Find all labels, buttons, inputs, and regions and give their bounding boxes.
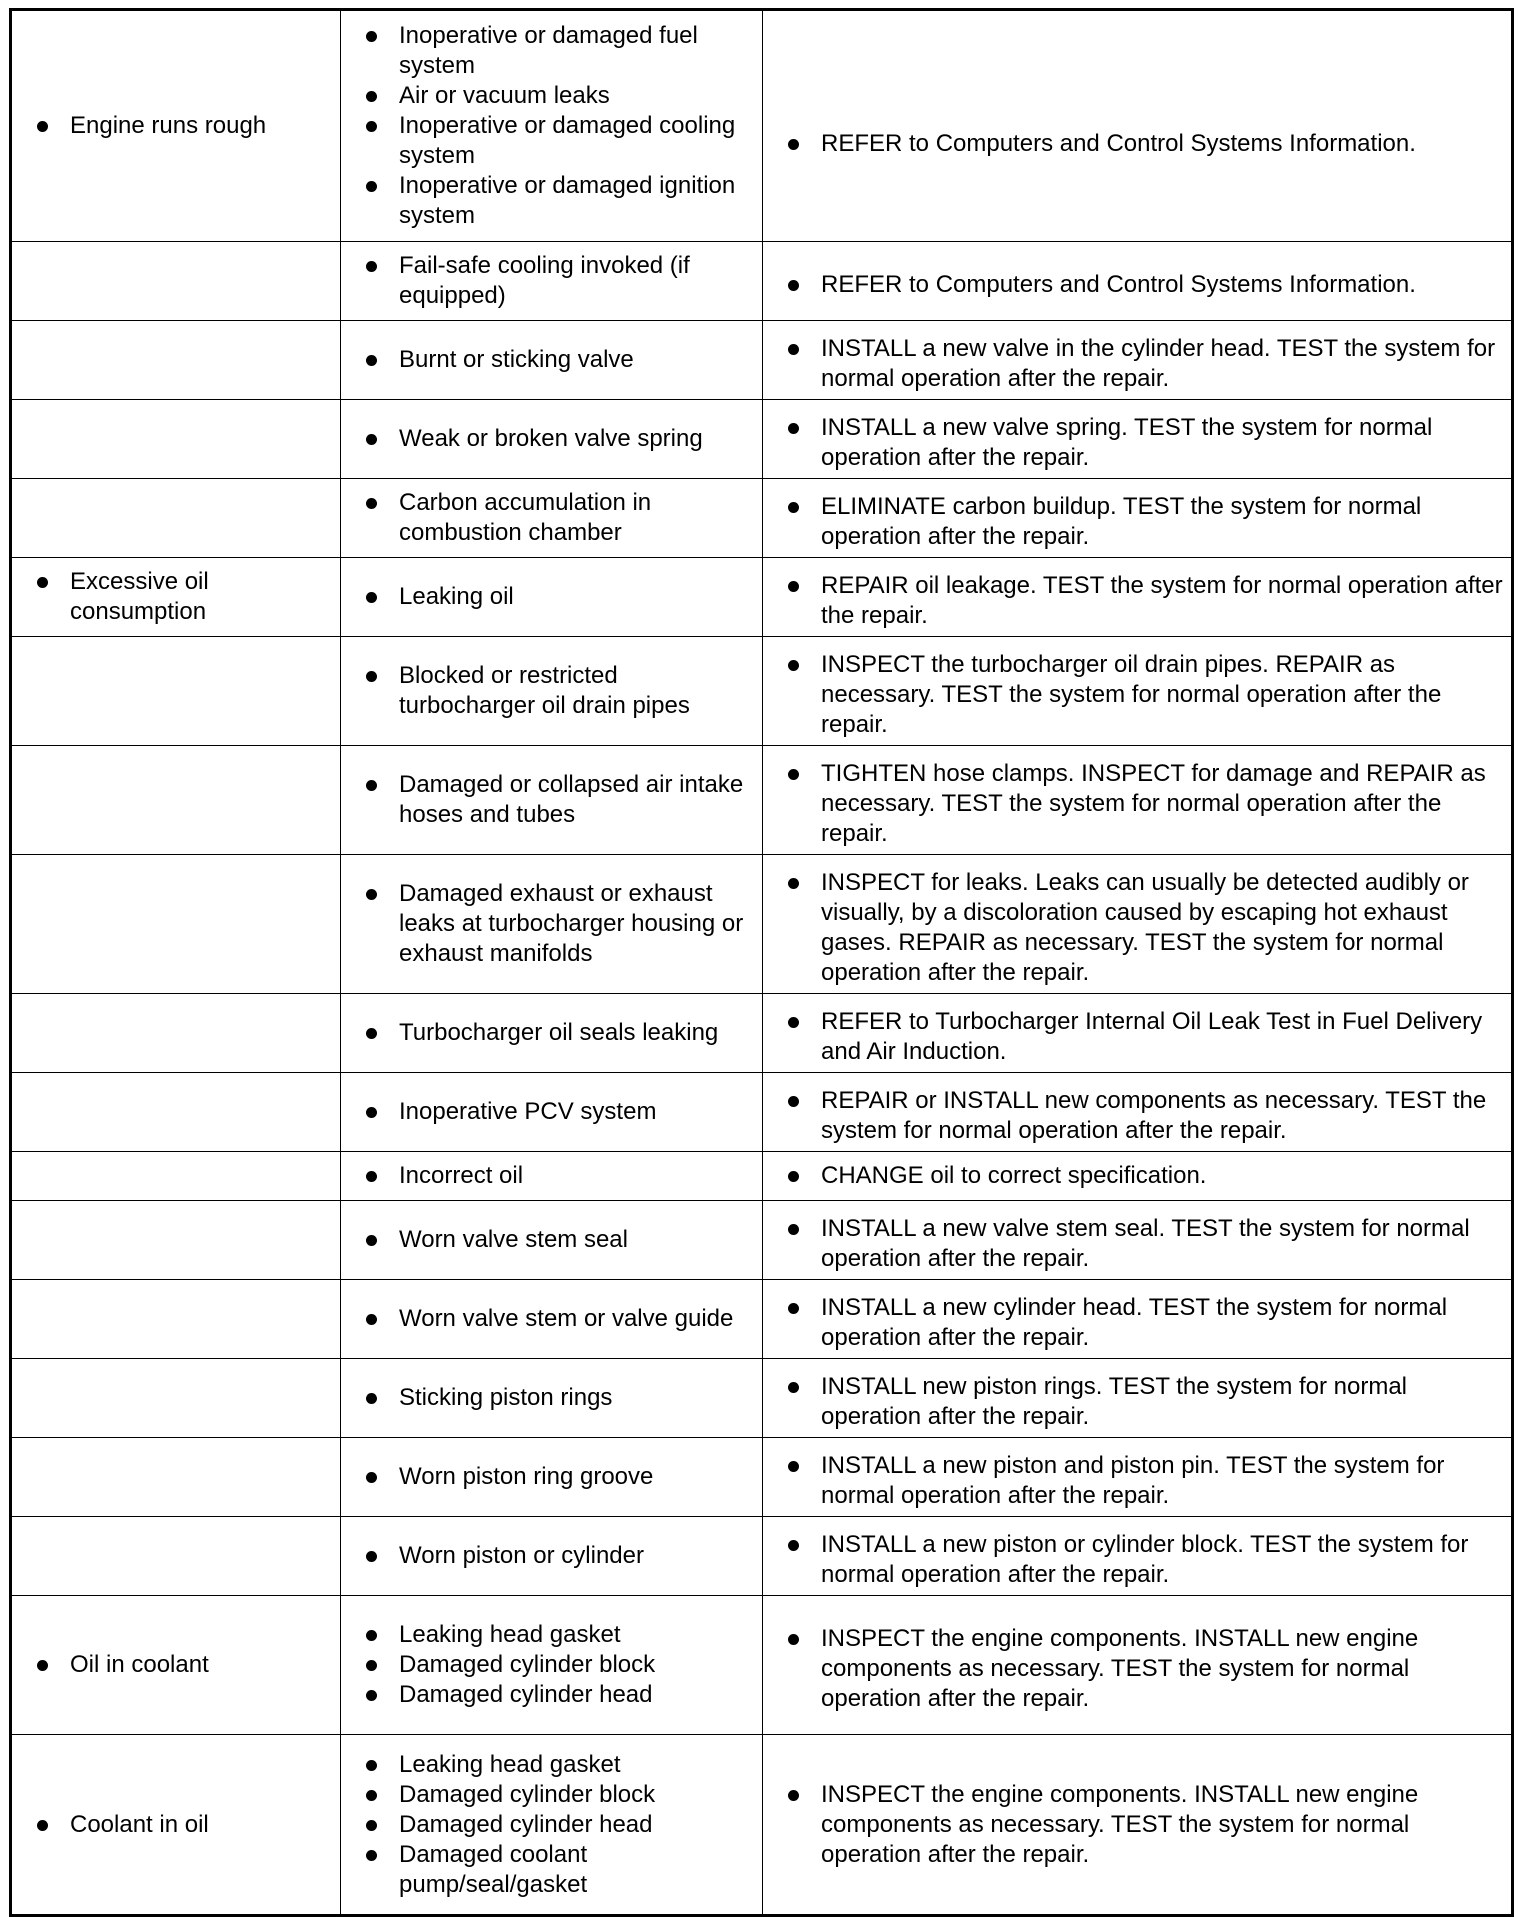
condition-cell [11, 242, 341, 321]
bullet-item: Leaking head gasket [341, 1620, 756, 1650]
action-list [763, 270, 1505, 300]
bullet-item: Inoperative or damaged fuel system [341, 21, 756, 81]
cause-cell [341, 558, 763, 637]
bullet-item: Damaged exhaust or exhaust leaks at turbocharger housing or exhaust manifolds [341, 879, 756, 969]
action-cell [763, 1438, 1513, 1517]
condition-cell [11, 1280, 341, 1359]
action-list [763, 1007, 1505, 1067]
bullet-item: Oil in coolant [12, 1650, 334, 1680]
cause-cell [341, 1359, 763, 1438]
cause-cell [341, 1152, 763, 1201]
action-cell [763, 746, 1513, 855]
condition-list [12, 111, 334, 141]
bullet-item: Damaged or collapsed air intake hoses and tubes [341, 770, 756, 830]
bullet-item: Incorrect oil [341, 1161, 756, 1191]
action-cell [763, 637, 1513, 746]
cause-cell [341, 242, 763, 321]
action-list [763, 129, 1505, 159]
cause-list [341, 582, 756, 612]
condition-cell [11, 1201, 341, 1280]
action-list [763, 1530, 1505, 1590]
action-cell [763, 1359, 1513, 1438]
bullet-item: INSPECT the engine components. INSTALL new engine components as necessary. TEST the system for normal operation after the repair. [763, 1780, 1505, 1870]
action-list [763, 1214, 1505, 1274]
cause-cell [341, 10, 763, 242]
bullet-item: Coolant in oil [12, 1810, 334, 1840]
cause-list [341, 1225, 756, 1255]
action-list [763, 650, 1505, 740]
table-row [11, 1201, 1513, 1280]
bullet-item: Damaged coolant pump/seal/gasket [341, 1840, 756, 1900]
condition-list [12, 567, 334, 627]
cause-cell [341, 1280, 763, 1359]
cause-list [341, 21, 756, 231]
cause-list [341, 1462, 756, 1492]
condition-list [12, 1810, 334, 1840]
action-cell [763, 994, 1513, 1073]
bullet-item: INSTALL a new piston and piston pin. TEST the system for normal operation after the repair. [763, 1451, 1505, 1511]
bullet-item: Sticking piston rings [341, 1383, 756, 1413]
bullet-item: Worn valve stem or valve guide [341, 1304, 756, 1334]
bullet-item: INSTALL new piston rings. TEST the system for normal operation after the repair. [763, 1372, 1505, 1432]
condition-cell [11, 1735, 341, 1916]
bullet-item: Leaking head gasket [341, 1750, 756, 1780]
table-row [11, 1152, 1513, 1201]
cause-cell [341, 994, 763, 1073]
table-row [11, 637, 1513, 746]
action-list [763, 759, 1505, 849]
action-cell [763, 1280, 1513, 1359]
action-cell [763, 1735, 1513, 1916]
cause-cell [341, 1201, 763, 1280]
cause-cell [341, 1517, 763, 1596]
action-cell [763, 1517, 1513, 1596]
cause-list [341, 1750, 756, 1900]
action-list [763, 571, 1505, 631]
cause-list [341, 1018, 756, 1048]
bullet-item: REFER to Computers and Control Systems Information. [763, 129, 1505, 159]
action-list [763, 1624, 1505, 1714]
condition-cell [11, 1596, 341, 1735]
table-row [11, 479, 1513, 558]
action-cell [763, 1152, 1513, 1201]
bullet-item: REPAIR oil leakage. TEST the system for normal operation after the repair. [763, 571, 1505, 631]
cause-list [341, 1383, 756, 1413]
cause-list [341, 251, 756, 311]
bullet-item: Worn valve stem seal [341, 1225, 756, 1255]
bullet-item: Worn piston ring groove [341, 1462, 756, 1492]
action-cell [763, 855, 1513, 994]
table-row [11, 558, 1513, 637]
bullet-item: Leaking oil [341, 582, 756, 612]
table-row [11, 321, 1513, 400]
cause-list [341, 488, 756, 548]
cause-cell [341, 1438, 763, 1517]
cause-cell [341, 1073, 763, 1152]
cause-cell [341, 1596, 763, 1735]
table-row [11, 10, 1513, 242]
cause-cell [341, 746, 763, 855]
action-list [763, 413, 1505, 473]
condition-cell [11, 994, 341, 1073]
action-cell [763, 1201, 1513, 1280]
table-row [11, 994, 1513, 1073]
bullet-item: Inoperative or damaged ignition system [341, 171, 756, 231]
action-list [763, 492, 1505, 552]
cause-cell [341, 479, 763, 558]
bullet-item: REFER to Turbocharger Internal Oil Leak Test in Fuel Delivery and Air Induction. [763, 1007, 1505, 1067]
bullet-item: INSTALL a new valve in the cylinder head. TEST the system for normal operation after the repair. [763, 334, 1505, 394]
action-cell [763, 242, 1513, 321]
condition-cell [11, 1073, 341, 1152]
cause-list [341, 424, 756, 454]
bullet-item: INSTALL a new valve spring. TEST the system for normal operation after the repair. [763, 413, 1505, 473]
cause-list [341, 1097, 756, 1127]
action-cell [763, 10, 1513, 242]
bullet-item: Blocked or restricted turbocharger oil drain pipes [341, 661, 756, 721]
bullet-item: ELIMINATE carbon buildup. TEST the system for normal operation after the repair. [763, 492, 1505, 552]
condition-cell [11, 637, 341, 746]
action-cell [763, 400, 1513, 479]
condition-cell [11, 1359, 341, 1438]
table-row [11, 1073, 1513, 1152]
bullet-item: Damaged cylinder block [341, 1650, 756, 1680]
action-list [763, 1372, 1505, 1432]
action-list [763, 334, 1505, 394]
bullet-item: Damaged cylinder head [341, 1810, 756, 1840]
condition-cell [11, 10, 341, 242]
diagnosis-table [9, 8, 1514, 1917]
condition-cell [11, 1152, 341, 1201]
bullet-item: INSPECT the engine components. INSTALL new engine components as necessary. TEST the system for normal operation after the repair. [763, 1624, 1505, 1714]
bullet-item: INSPECT for leaks. Leaks can usually be detected audibly or visually, by a discoloration caused by escaping hot exhaust gases. REPAIR as necessary. TEST the system for normal operation after the repair. [763, 868, 1505, 988]
cause-list [341, 879, 756, 969]
bullet-item: INSTALL a new cylinder head. TEST the system for normal operation after the repair. [763, 1293, 1505, 1353]
bullet-item: TIGHTEN hose clamps. INSPECT for damage and REPAIR as necessary. TEST the system for normal operation after the repair. [763, 759, 1505, 849]
table-row [11, 746, 1513, 855]
condition-cell [11, 400, 341, 479]
bullet-item: Weak or broken valve spring [341, 424, 756, 454]
table-row [11, 242, 1513, 321]
condition-cell [11, 479, 341, 558]
bullet-item: Burnt or sticking valve [341, 345, 756, 375]
table-row [11, 1280, 1513, 1359]
bullet-item: REFER to Computers and Control Systems Information. [763, 270, 1505, 300]
table-row [11, 1596, 1513, 1735]
cause-cell [341, 1735, 763, 1916]
condition-cell [11, 558, 341, 637]
cause-list [341, 661, 756, 721]
bullet-item: INSTALL a new valve stem seal. TEST the system for normal operation after the repair. [763, 1214, 1505, 1274]
action-list [763, 1780, 1505, 1870]
cause-cell [341, 400, 763, 479]
action-list [763, 1161, 1505, 1191]
diagnosis-table-body [11, 10, 1513, 1916]
bullet-item: Damaged cylinder block [341, 1780, 756, 1810]
cause-list [341, 1161, 756, 1191]
cause-cell [341, 637, 763, 746]
cause-cell [341, 321, 763, 400]
action-list [763, 868, 1505, 988]
bullet-item: Engine runs rough [12, 111, 334, 141]
cause-list [341, 770, 756, 830]
table-row [11, 1735, 1513, 1916]
condition-cell [11, 746, 341, 855]
action-cell [763, 1596, 1513, 1735]
condition-cell [11, 1517, 341, 1596]
table-row [11, 855, 1513, 994]
table-row [11, 400, 1513, 479]
table-row [11, 1438, 1513, 1517]
bullet-item: Worn piston or cylinder [341, 1541, 756, 1571]
bullet-item: REPAIR or INSTALL new components as necessary. TEST the system for normal operation after the repair. [763, 1086, 1505, 1146]
cause-list [341, 345, 756, 375]
action-list [763, 1293, 1505, 1353]
condition-list [12, 1650, 334, 1680]
bullet-item: Air or vacuum leaks [341, 81, 756, 111]
action-cell [763, 321, 1513, 400]
table-row [11, 1359, 1513, 1438]
condition-cell [11, 1438, 341, 1517]
cause-list [341, 1304, 756, 1334]
bullet-item: Carbon accumulation in combustion chamber [341, 488, 756, 548]
bullet-item: Inoperative or damaged cooling system [341, 111, 756, 171]
action-list [763, 1086, 1505, 1146]
action-cell [763, 558, 1513, 637]
action-cell [763, 479, 1513, 558]
bullet-item: Inoperative PCV system [341, 1097, 756, 1127]
bullet-item: CHANGE oil to correct specification. [763, 1161, 1505, 1191]
condition-cell [11, 321, 341, 400]
bullet-item: Damaged cylinder head [341, 1680, 756, 1710]
action-cell [763, 1073, 1513, 1152]
action-list [763, 1451, 1505, 1511]
bullet-item: Excessive oil consumption [12, 567, 334, 627]
bullet-item: Turbocharger oil seals leaking [341, 1018, 756, 1048]
bullet-item: INSPECT the turbocharger oil drain pipes. REPAIR as necessary. TEST the system for normal operation after the repair. [763, 650, 1505, 740]
cause-cell [341, 855, 763, 994]
condition-cell [11, 855, 341, 994]
table-row [11, 1517, 1513, 1596]
bullet-item: Fail-safe cooling invoked (if equipped) [341, 251, 756, 311]
cause-list [341, 1620, 756, 1710]
bullet-item: INSTALL a new piston or cylinder block. TEST the system for normal operation after the repair. [763, 1530, 1505, 1590]
cause-list [341, 1541, 756, 1571]
